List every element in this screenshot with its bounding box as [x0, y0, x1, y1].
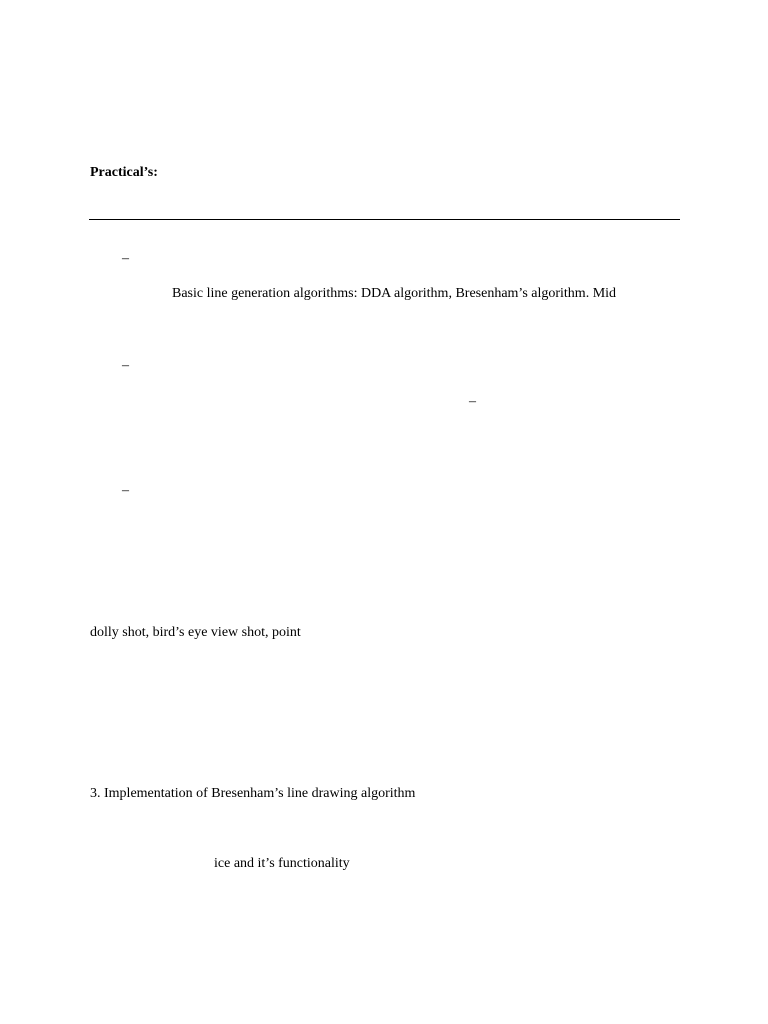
text-line: dolly shot, bird’s eye view shot, point — [90, 625, 301, 640]
horizontal-rule — [89, 219, 680, 220]
dash-mark: – — [122, 251, 129, 266]
dash-mark: – — [122, 483, 129, 498]
dash-mark: – — [469, 394, 476, 409]
text-line: 3. Implementation of Bresenham’s line drawing algorithm — [90, 786, 416, 801]
text-line: ice and it’s functionality — [214, 856, 350, 871]
dash-mark: – — [122, 358, 129, 373]
text-line: Basic line generation algorithms: DDA algorithm, Bresenham’s algorithm. Mid — [172, 286, 617, 301]
section-heading: Practical’s: — [90, 165, 158, 180]
